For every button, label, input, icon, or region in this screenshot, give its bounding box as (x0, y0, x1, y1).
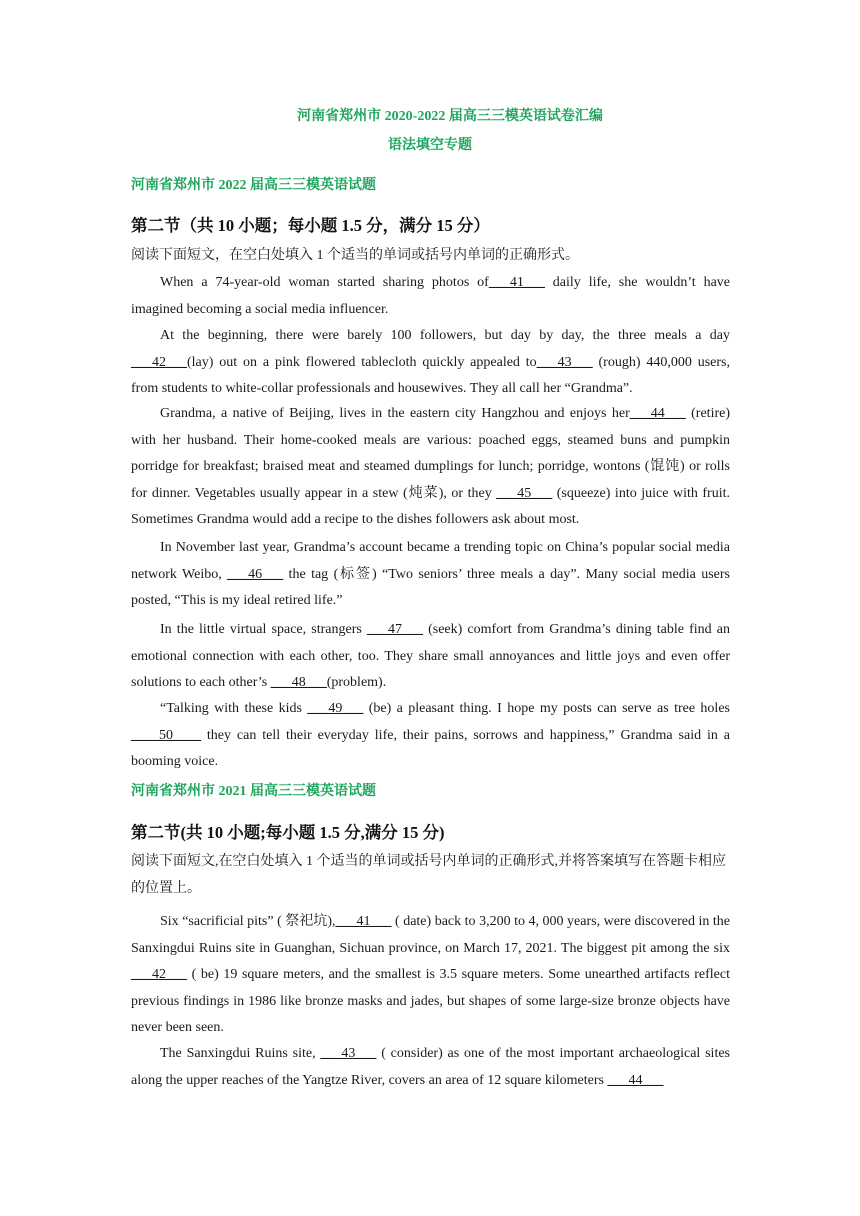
part-heading-2022: 第二节（共 10 小题；每小题 1.5 分，满分 15 分） (131, 216, 490, 235)
section-heading-2022: 河南省郑州市 2022 届高三三模英语试题 (131, 178, 376, 193)
blank-45: ___45___ (496, 485, 553, 501)
instruction-2021: 阅读下面短文,在空白处填入 1 个适当的单词或括号内单词的正确形式,并将答案填写在答题卡相应的位置上。 (131, 854, 726, 896)
passage-paragraph: When a 74-year-old woman started sharing photos of___41___ daily life, she wouldn’t have imagined becoming a social media influencer. (131, 275, 730, 317)
part-heading-2021: 第二节(共 10 小题;每小题 1.5 分,满分 15 分) (131, 823, 445, 842)
doc-title: 河南省郑州市 2020-2022 届高三三模英语试卷汇编 (297, 109, 603, 124)
passage-paragraph: Grandma, a native of Beijing, lives in the eastern city Hangzhou and enjoys her___44___ (retire) with her husband. Their home-cooked meals are various: poached eggs, steamed buns and pumpkin porridge for breakfast; braised meat and steamed dumplings for lunch; porridge, wontons (馄饨) or rolls for dinner. Vegetables usually appear in a stew (炖菜), or they ___45___ (squeeze) into juice with fruit. Sometimes Grandma would add a recipe to the dishes followers ask about most. (131, 406, 730, 527)
passage-paragraph: At the beginning, there were barely 100 followers, but day by day, the three meals a day ___42___(lay) out on a pink flowered tablecloth quickly appealed to___43___ (rough) 440,000 users, from students to white-collar professionals and housewives. They all call her “Grandma”. (131, 328, 730, 396)
doc-subtitle: 语法填空专题 (388, 138, 472, 153)
blank-46: ___46___ (227, 566, 284, 582)
passage-paragraph: In the little virtual space, strangers ___47___ (seek) comfort from Grandma’s dining table find an emotional connection with each other, too. They share small annoyances and little joys and even offer solutions to each other’s ___48___(problem). (131, 622, 730, 690)
blank-44: ___44___ (629, 406, 686, 421)
blank-42: ___42___ (131, 354, 187, 370)
blank-50: ____50____ (131, 727, 201, 743)
blank-49: ___49___ (307, 701, 364, 716)
instruction-2022: 阅读下面短文，在空白处填入 1 个适当的单词或括号内单词的正确形式。 (131, 248, 579, 263)
blank-42: ___42___ (131, 967, 187, 982)
blank-41: ___41___ (488, 275, 545, 290)
passage-paragraph: Six “sacrificial pits” ( 祭祀坑),___41___ ( date) back to 3,200 to 4, 000 years, were discovered in the Sanxingdui Ruins site in Guanghan, Sichuan province, on March 17, 2021. The biggest pit among the six ___42___ ( be) 19 square meters, and the smallest is 3.5 square meters. Some unearthed artifacts reflect previous findings in 1986 like bronze masks and jades, but shapes of some large-size bronze objects have never been seen. (131, 914, 730, 1035)
blank-43: ___43___ (536, 354, 593, 370)
blank-47: ___47___ (366, 622, 423, 637)
passage-paragraph: The Sanxingdui Ruins site, ___43___ ( consider) as one of the most important archaeological sites along the upper reaches of the Yangtze River, covers an area of 12 square kilometers ___44___ (131, 1046, 730, 1088)
passage-paragraph: “Talking with these kids ___49___ (be) a pleasant thing. I hope my posts can serve as tree holes ____50____ they can tell their everyday life, their pains, sorrows and happiness,” Grandma said in a booming voice. (131, 701, 730, 769)
passage-paragraph: In November last year, Grandma’s account became a trending topic on China’s popular social media network Weibo, ___46___ the tag (标签) “Two seniors’ three meals a day”. Many social media users posted, “This is my ideal retired life.” (131, 540, 730, 608)
section-heading-2021: 河南省郑州市 2021 届高三三模英语试题 (131, 784, 376, 799)
blank-48: ___48___ (270, 675, 327, 690)
blank-41: ___41___ (335, 914, 392, 929)
blank-43: ___43___ (320, 1046, 377, 1061)
blank-44: ___44___ (607, 1072, 664, 1088)
